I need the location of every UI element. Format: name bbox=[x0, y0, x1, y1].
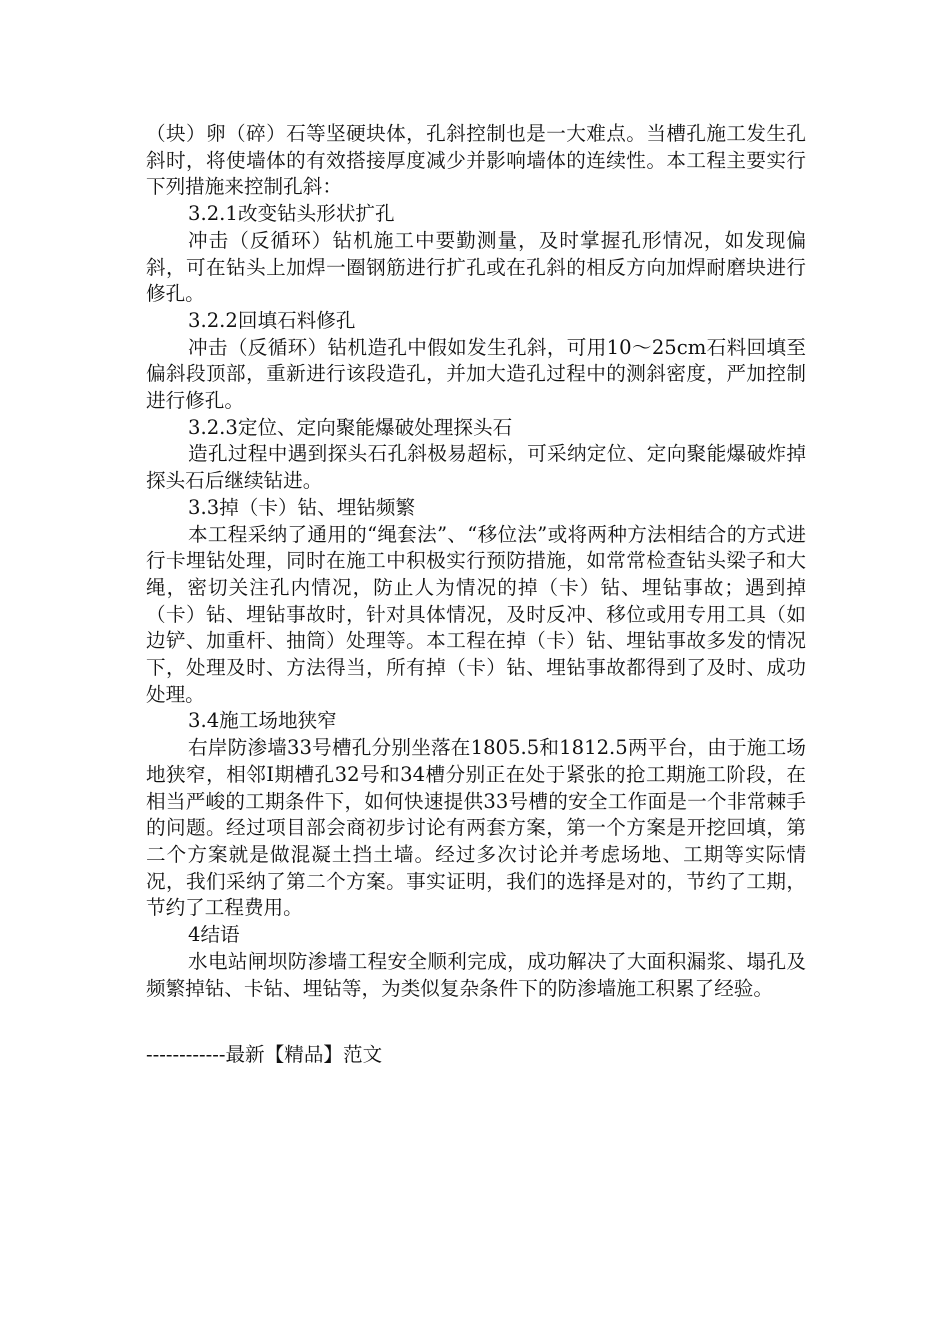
section-heading-3-2-1: 3.2.1改变钻头形状扩孔 bbox=[188, 202, 395, 226]
section-heading-4: 4结语 bbox=[188, 923, 240, 947]
section-heading-3-2-3: 3.2.3定位、定向聚能爆破处理探头石 bbox=[188, 415, 513, 439]
section-heading-3-4: 3.4施工场地狭窄 bbox=[188, 709, 337, 733]
paragraph-3-2-3: 造孔过程中遇到探头石孔斜极易超标，可采纳定位、定向聚能爆破炸掉探头石后继续钻进。 bbox=[146, 442, 806, 493]
paragraph-continuation: （块）卵（碎）石等坚硬块体，孔斜控制也是一大难点。当槽孔施工发生孔斜时，将使墙体的有效搭接厚度减少并影响墙体的连续性。本工程主要实行下列措施来控制孔斜： bbox=[146, 122, 806, 199]
section-heading-3-2-2: 3.2.2回填石料修孔 bbox=[188, 308, 356, 332]
paragraph-3-2-2: 冲击（反循环）钻机造孔中假如发生孔斜，可用10～25cm石料回填至偏斜段顶部，重新进行该段造孔，并加大造孔过程中的测斜密度，严加控制进行修孔。 bbox=[146, 335, 806, 413]
paragraph-3-2-1: 冲击（反循环）钻机施工中要勤测量，及时掌握孔形情况，如发现偏斜，可在钻头上加焊一圈钢筋进行扩孔或在孔斜的相反方向加焊耐磨块进行修孔。 bbox=[146, 228, 806, 306]
document-footer: ------------最新【精品】范文 bbox=[146, 1043, 383, 1066]
section-heading-3-3: 3.3掉（卡）钻、埋钻频繁 bbox=[188, 495, 416, 519]
paragraph-4: 水电站闸坝防渗墙工程安全顺利完成，成功解决了大面积漏浆、塌孔及频繁掉钻、卡钻、埋钻等，为类似复杂条件下的防渗墙施工积累了经验。 bbox=[146, 949, 806, 1000]
paragraph-3-3: 本工程采纳了通用的“绳套法”、“移位法”或将两种方法相结合的方式进行卡埋钻处理，同时在施工中积极实行预防措施，如常常检查钻头梁子和大绳，密切关注孔内情况，防止人为情况的掉（卡）钻、埋钻事故；遇到掉（卡）钻、埋钻事故时，针对具体情况，及时反冲、移位或用专用工具（如边铲、加重杆、抽筒）处理等。本工程在掉（卡）钻、埋钻事故多发的情况下，处理及时、方法得当，所有掉（卡）钻、埋钻事故都得到了及时、成功处理。 bbox=[146, 522, 806, 706]
paragraph-3-4: 右岸防渗墙33号槽孔分别坐落在1805.5和1812.5两平台，由于施工场地狭窄，相邻Ⅰ期槽孔32号和34槽分别正在处于紧张的抢工期施工阶段，在相当严峻的工期条件下，如何快速提供33号槽的安全工作面是一个非常棘手的问题。经过项目部会商初步讨论有两套方案，第一个方案是开挖回填，第二个方案就是做混凝土挡土墙。经过多次讨论并考虑场地、工期等实际情况，我们采纳了第二个方案。事实证明，我们的选择是对的，节约了工期，节约了工程费用。 bbox=[146, 736, 806, 920]
document-body bbox=[146, 121, 806, 1002]
